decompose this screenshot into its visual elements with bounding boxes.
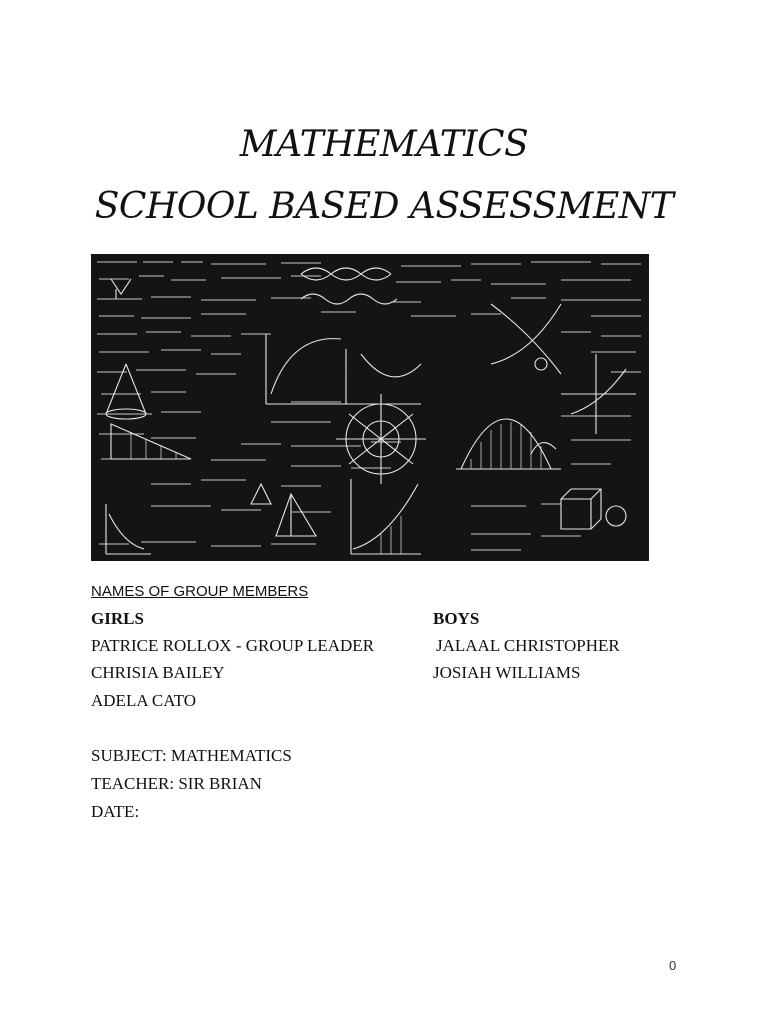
page-number: 0 — [669, 958, 677, 973]
teacher-line: TEACHER: SIR BRIAN — [91, 774, 262, 793]
boy-member-2: JOSIAH WILLIAMS — [433, 663, 581, 682]
chalkboard-math-image — [91, 254, 649, 561]
date-line: DATE: — [91, 802, 140, 821]
boys-label: BOYS — [433, 609, 480, 628]
document-title-line-2: SCHOOL BASED ASSESSMENT — [94, 186, 674, 227]
document-title-line-1: MATHEMATICS — [239, 124, 529, 165]
girl-member-3: ADELA CATO — [91, 691, 196, 710]
subject-line: SUBJECT: MATHEMATICS — [91, 746, 292, 765]
girl-member-2: CHRISIA BAILEY — [91, 663, 225, 682]
boy-member-1: JALAAL CHRISTOPHER — [436, 636, 620, 655]
group-members-heading: NAMES OF GROUP MEMBERS — [91, 583, 309, 600]
girls-label: GIRLS — [91, 609, 144, 628]
girl-member-1: PATRICE ROLLOX - GROUP LEADER — [91, 636, 375, 655]
